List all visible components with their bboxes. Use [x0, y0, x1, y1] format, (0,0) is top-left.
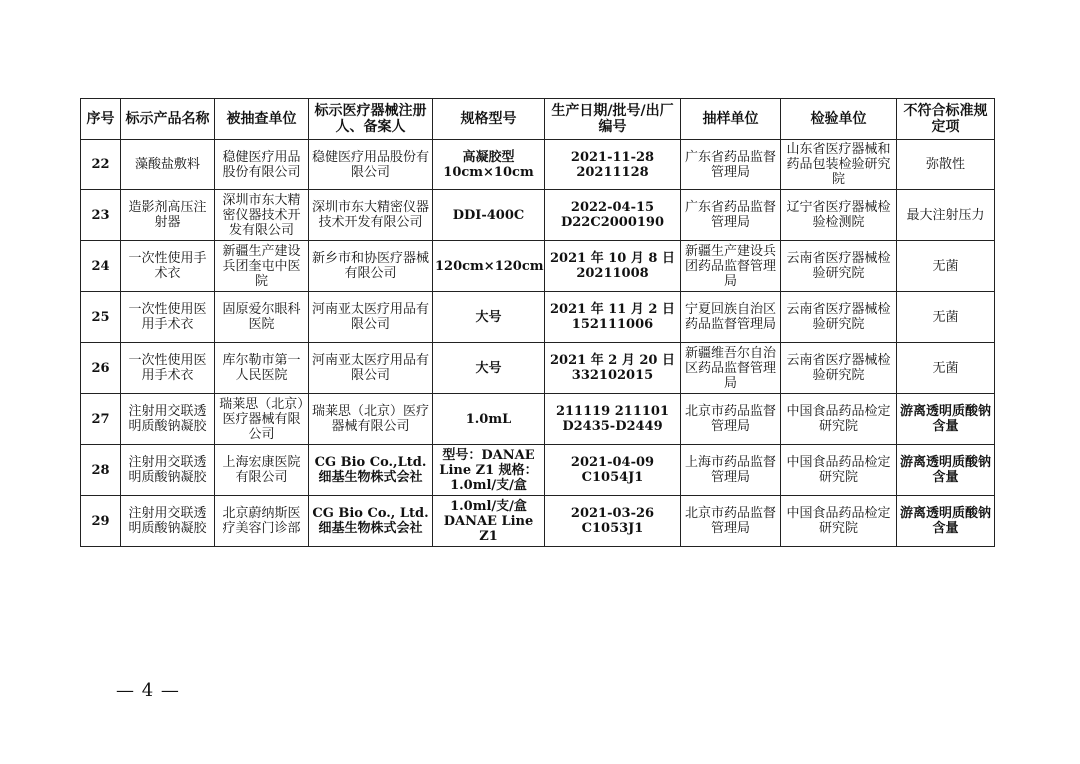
cell-testing-unit: 中国食品药品检定研究院: [781, 496, 897, 547]
cell-nonconforming-item: 游离透明质酸钠含量: [897, 496, 995, 547]
cell-nonconforming-item: 游离透明质酸钠含量: [897, 445, 995, 496]
table-row: [81, 190, 995, 241]
cell-registrant: 河南亚太医疗用品有限公司: [309, 292, 433, 343]
cell-nonconforming-item: 无菌: [897, 292, 995, 343]
cell-inspected-unit: 新疆生产建设兵团奎屯中医院: [215, 241, 309, 292]
table-header-row: [81, 99, 995, 140]
cell-inspected-unit: 库尔勒市第一人民医院: [215, 343, 309, 394]
cell-specification: 大号: [433, 343, 545, 394]
cell-inspected-unit: 固原爱尔眼科医院: [215, 292, 309, 343]
cell-index: 24: [81, 241, 121, 292]
cell-nonconforming-item: 最大注射压力: [897, 190, 995, 241]
cell-registrant: 河南亚太医疗用品有限公司: [309, 343, 433, 394]
cell-testing-unit: 云南省医疗器械检验研究院: [781, 343, 897, 394]
cell-product-name: 一次性使用医用手术衣: [121, 292, 215, 343]
cell-specification: 1.0ml/支/盒 DANAE Line Z1: [433, 496, 545, 547]
cell-index: 27: [81, 394, 121, 445]
cell-testing-unit: 中国食品药品检定研究院: [781, 394, 897, 445]
cell-nonconforming-item: 无菌: [897, 343, 995, 394]
inspection-results-table: [80, 98, 995, 547]
cell-specification: DDI-400C: [433, 190, 545, 241]
header-inspected-unit: 被抽查单位: [215, 99, 309, 140]
header-nonconforming-item: 不符合标准规定项: [897, 99, 995, 140]
cell-production-date: 2022-04-15 D22C2000190: [545, 190, 681, 241]
cell-inspected-unit: 上海宏康医院有限公司: [215, 445, 309, 496]
cell-product-name: 藻酸盐敷料: [121, 140, 215, 190]
cell-sampling-unit: 宁夏回族自治区药品监督管理局: [681, 292, 781, 343]
cell-specification: 高凝胶型 10cm×10cm: [433, 140, 545, 190]
cell-registrant: 新乡市和协医疗器械有限公司: [309, 241, 433, 292]
table-row: [81, 292, 995, 343]
cell-inspected-unit: 北京蔚纳斯医疗美容门诊部: [215, 496, 309, 547]
cell-product-name: 注射用交联透明质酸钠凝胶: [121, 496, 215, 547]
cell-nonconforming-item: 无菌: [897, 241, 995, 292]
table-row: [81, 394, 995, 445]
cell-production-date: 2021-11-28 20211128: [545, 140, 681, 190]
cell-specification: 型号：DANAE Line Z1 规格：1.0ml/支/盒: [433, 445, 545, 496]
cell-index: 25: [81, 292, 121, 343]
table-row: [81, 241, 995, 292]
cell-registrant: CG Bio Co.,Ltd. 细基生物株式会社: [309, 445, 433, 496]
cell-sampling-unit: 北京市药品监督管理局: [681, 496, 781, 547]
cell-product-name: 注射用交联透明质酸钠凝胶: [121, 445, 215, 496]
cell-index: 22: [81, 140, 121, 190]
cell-sampling-unit: 广东省药品监督管理局: [681, 190, 781, 241]
header-testing-unit: 检验单位: [781, 99, 897, 140]
cell-registrant: 稳健医疗用品股份有限公司: [309, 140, 433, 190]
header-production-date: 生产日期/批号/出厂编号: [545, 99, 681, 140]
cell-specification: 120cm×120cm: [433, 241, 545, 292]
header-index: 序号: [81, 99, 121, 140]
header-sampling-unit: 抽样单位: [681, 99, 781, 140]
cell-sampling-unit: 北京市药品监督管理局: [681, 394, 781, 445]
cell-production-date: 2021-04-09 C1054J1: [545, 445, 681, 496]
cell-inspected-unit: 瑞莱思（北京）医疗器械有限公司: [215, 394, 309, 445]
header-product-name: 标示产品名称: [121, 99, 215, 140]
cell-product-name: 一次性使用手术衣: [121, 241, 215, 292]
cell-sampling-unit: 广东省药品监督管理局: [681, 140, 781, 190]
header-specification: 规格型号: [433, 99, 545, 140]
cell-product-name: 注射用交联透明质酸钠凝胶: [121, 394, 215, 445]
cell-product-name: 一次性使用医用手术衣: [121, 343, 215, 394]
cell-testing-unit: 山东省医疗器械和药品包装检验研究院: [781, 140, 897, 190]
cell-nonconforming-item: 游离透明质酸钠含量: [897, 394, 995, 445]
cell-production-date: 2021 年 2 月 20 日 332102015: [545, 343, 681, 394]
page-number: — 4 —: [116, 680, 180, 701]
cell-production-date: 2021 年 11 月 2 日 152111006: [545, 292, 681, 343]
cell-inspected-unit: 稳健医疗用品股份有限公司: [215, 140, 309, 190]
cell-nonconforming-item: 弥散性: [897, 140, 995, 190]
table-row: [81, 343, 995, 394]
cell-index: 28: [81, 445, 121, 496]
cell-production-date: 2021 年 10 月 8 日 20211008: [545, 241, 681, 292]
cell-product-name: 造影剂高压注射器: [121, 190, 215, 241]
header-registrant: 标示医疗器械注册人、备案人: [309, 99, 433, 140]
cell-production-date: 211119 211101 D2435-D2449: [545, 394, 681, 445]
cell-registrant: CG Bio Co., Ltd. 细基生物株式会社: [309, 496, 433, 547]
cell-production-date: 2021-03-26 C1053J1: [545, 496, 681, 547]
cell-testing-unit: 辽宁省医疗器械检验检测院: [781, 190, 897, 241]
cell-testing-unit: 云南省医疗器械检验研究院: [781, 241, 897, 292]
cell-registrant: 深圳市东大精密仪器技术开发有限公司: [309, 190, 433, 241]
cell-index: 23: [81, 190, 121, 241]
cell-specification: 大号: [433, 292, 545, 343]
table-row: [81, 140, 995, 190]
cell-sampling-unit: 上海市药品监督管理局: [681, 445, 781, 496]
cell-index: 26: [81, 343, 121, 394]
cell-sampling-unit: 新疆维吾尔自治区药品监督管理局: [681, 343, 781, 394]
table-row: [81, 445, 995, 496]
table-row: [81, 496, 995, 547]
cell-index: 29: [81, 496, 121, 547]
cell-testing-unit: 中国食品药品检定研究院: [781, 445, 897, 496]
cell-inspected-unit: 深圳市东大精密仪器技术开发有限公司: [215, 190, 309, 241]
cell-specification: 1.0mL: [433, 394, 545, 445]
cell-registrant: 瑞莱思（北京）医疗器械有限公司: [309, 394, 433, 445]
cell-testing-unit: 云南省医疗器械检验研究院: [781, 292, 897, 343]
cell-sampling-unit: 新疆生产建设兵团药品监督管理局: [681, 241, 781, 292]
